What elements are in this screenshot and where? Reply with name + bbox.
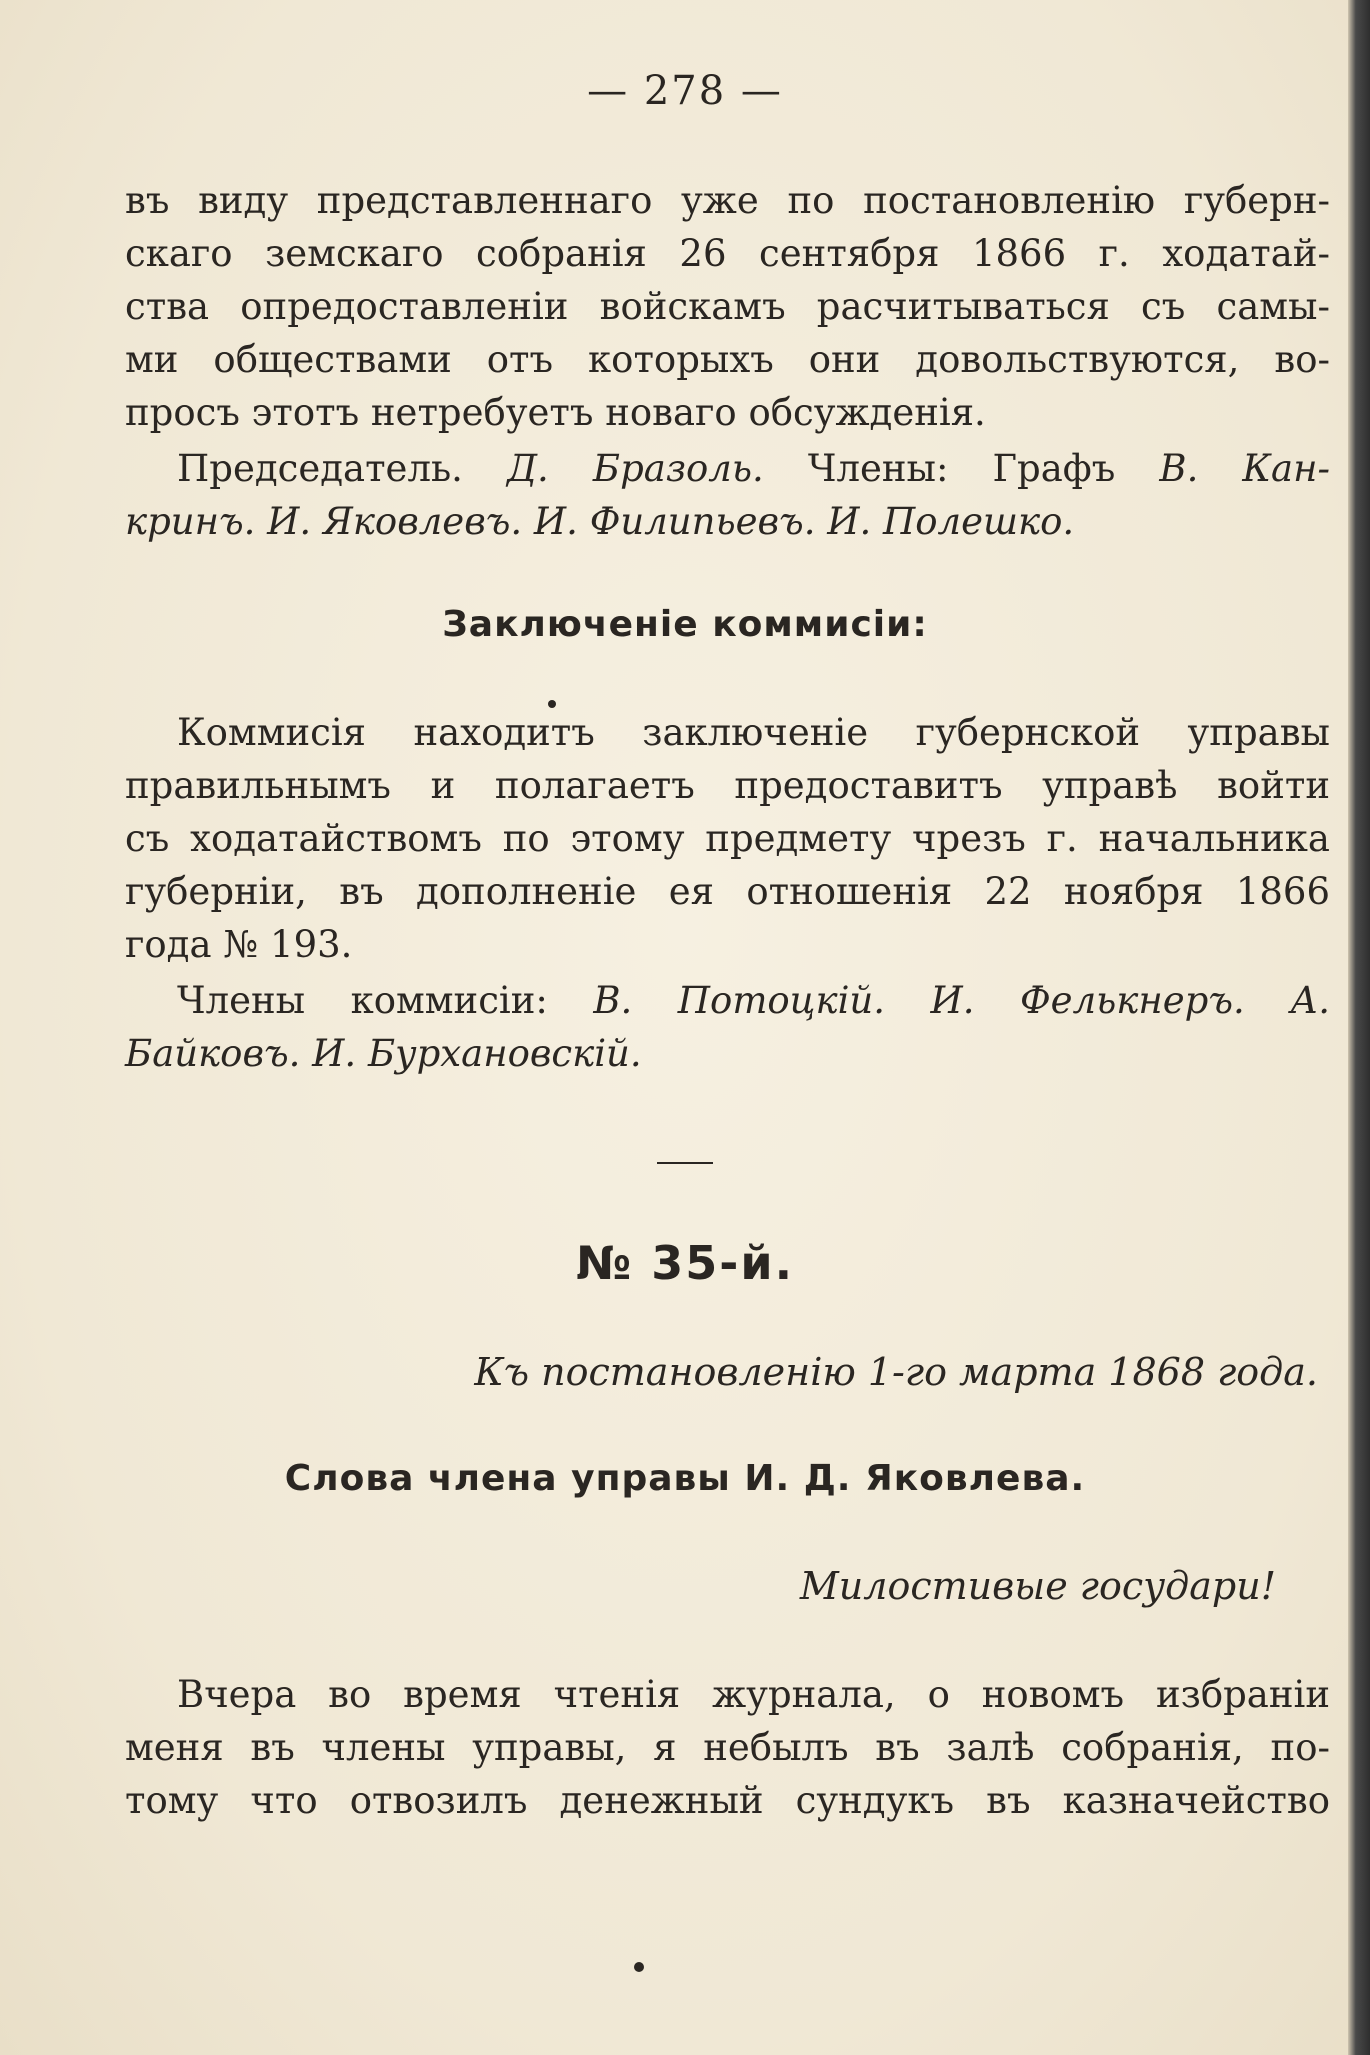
text-line: правильнымъ и полагаетъ предоставитъ управѣ войти xyxy=(125,764,1330,807)
text-line: просъ этотъ нетребуетъ новаго обсужденія. xyxy=(125,391,986,434)
signatures-commission-members xyxy=(125,442,1330,548)
signature-role-members: Члены коммисіи: xyxy=(177,979,548,1022)
text-line: Вчера во время чтенія журнала, о новомъ избраніи xyxy=(177,1673,1330,1716)
signature-line xyxy=(125,974,1330,1027)
signature-names: В. Потоцкій. И. Фелькнеръ. А. xyxy=(593,979,1330,1022)
document-number-heading: № 35-й. xyxy=(575,1236,795,1290)
text-line: губерніи, въ дополненіе ея отношенія 22 ноября 1866 xyxy=(125,870,1330,913)
paragraph-intro xyxy=(125,174,1330,439)
text-line: ми обществами отъ которыхъ они довольствуются, во- xyxy=(125,338,1330,381)
speech-heading: Слова члена управы И. Д. Яковлева. xyxy=(284,1458,1086,1499)
signature-role-chairman: Председатель. xyxy=(177,447,463,490)
page-number: — 278 — xyxy=(587,68,783,114)
signatures-commission xyxy=(125,974,1330,1080)
book-edge-shadow xyxy=(1348,0,1370,2055)
text-line: скаго земскаго собранія 26 сентября 1866 г. ходатай- xyxy=(125,232,1330,275)
salutation: Милостивые государи! xyxy=(799,1564,1276,1608)
section-divider xyxy=(657,1162,713,1164)
signature-role-members: Члены: Графъ xyxy=(807,447,1116,490)
text-line: ства опредоставленіи войскамъ расчитываться съ самы- xyxy=(125,285,1330,328)
reference-line: Къ постановленію 1-го марта 1868 года. xyxy=(474,1350,1318,1394)
text-line: Коммисія находитъ заключеніе губернской управы xyxy=(177,711,1330,754)
signature-line: Байковъ. И. Бурхановскій. xyxy=(125,1032,642,1075)
signature-name: В. Кан- xyxy=(1159,447,1330,490)
signature-name: Д. Бразоль. xyxy=(506,447,764,490)
paragraph-speech xyxy=(125,1668,1330,1827)
section-heading: Заключеніе коммисіи: xyxy=(442,604,928,645)
text-line: съ ходатайствомъ по этому предмету чрезъ г. начальника xyxy=(125,817,1330,860)
text-line: меня въ члены управы, я небылъ въ залѣ собранія, по- xyxy=(125,1726,1330,1769)
text-line: тому что отвозилъ денежный сундукъ въ казначейство xyxy=(125,1779,1330,1822)
paragraph-conclusion xyxy=(125,706,1330,971)
signature-line: кринъ. И. Яковлевъ. И. Филипьевъ. И. Полешко. xyxy=(125,500,1075,543)
ink-speck xyxy=(634,1962,644,1972)
text-line: года № 193. xyxy=(125,923,353,966)
signature-line xyxy=(125,442,1330,495)
text-line: въ виду представленнаго уже по постановленію губерн- xyxy=(125,179,1330,222)
